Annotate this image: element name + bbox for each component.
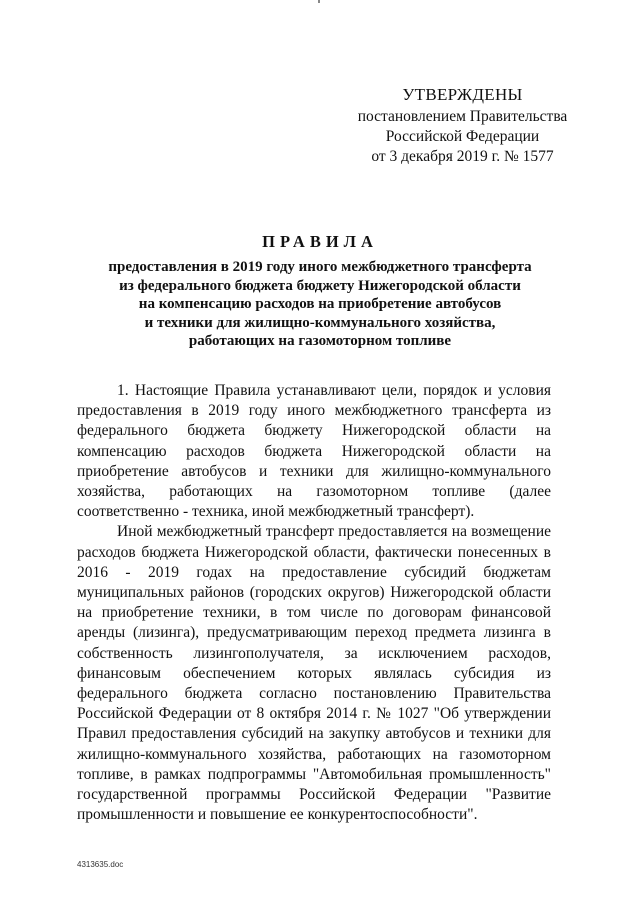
approval-block bbox=[340, 85, 585, 167]
document-title: ПРАВИЛА bbox=[262, 232, 378, 251]
approval-line-1: постановлением Правительства bbox=[357, 108, 568, 125]
approval-line-2: Российской Федерации bbox=[385, 128, 540, 145]
document-file-reference: 4313635.doc bbox=[77, 860, 124, 869]
document-body bbox=[77, 381, 551, 825]
approval-heading: УТВЕРЖДЕНЫ bbox=[402, 85, 523, 104]
approval-line-3: от 3 декабря 2019 г. № 1577 bbox=[371, 148, 554, 165]
subtitle-line-1: предоставления в 2019 году иного межбюджетного трансферта bbox=[108, 259, 532, 275]
document-subtitle bbox=[80, 258, 560, 351]
subtitle-line-3: на компенсацию расходов на приобретение автобусов bbox=[138, 296, 502, 312]
subtitle-line-4: и техники для жилищно-коммунального хозяйства, bbox=[144, 314, 496, 331]
subtitle-line-2: из федерального бюджета бюджету Нижегородской области bbox=[119, 277, 521, 294]
body-paragraph-2: Иной межбюджетный трансферт предоставляется на возмещение расходов бюджета Нижегородской области, фактически понесенных в 2016 - 2019 годах на предоставление субсидий бюджетам муниципальных районов (городских округов) Нижегородской области на приобретение техники, в том числе по договорам финансовой аренды (лизинга), предусматривающим переход предмета лизинга в собственность лизингополучателя, за исключением расходов, финансовым обеспечением которых являлась субсидия из федерального бюджета согласно постановлению Правительства Российской Федерации от 8 октября 2014 г. № 1027 "Об утверждении Правил предоставления субсидий на закупку автобусов и техники для жилищно-коммунального хозяйства, работающих на газомоторном топливе, в рамках подпрограммы "Автомобильная промышленность" государственной программы Российской Федерации "Развитие промышленности и повышение ее конкурентоспособности". bbox=[77, 523, 551, 824]
page-edge-mark bbox=[318, 0, 320, 3]
body-paragraph-1: 1. Настоящие Правила устанавливают цели, порядок и условия предоставления в 2019 году иного межбюджетного трансферта из федерального бюджета бюджету Нижегородской области на компенсацию расходов бюджета Нижегородской области на приобретение автобусов и техники для жилищно-коммунального хозяйства, работающих на газомоторном топливе (далее соответственно - техника, иной межбюджетный трансферт). bbox=[77, 382, 551, 521]
subtitle-line-5: работающих на газомоторном топливе bbox=[188, 333, 452, 349]
